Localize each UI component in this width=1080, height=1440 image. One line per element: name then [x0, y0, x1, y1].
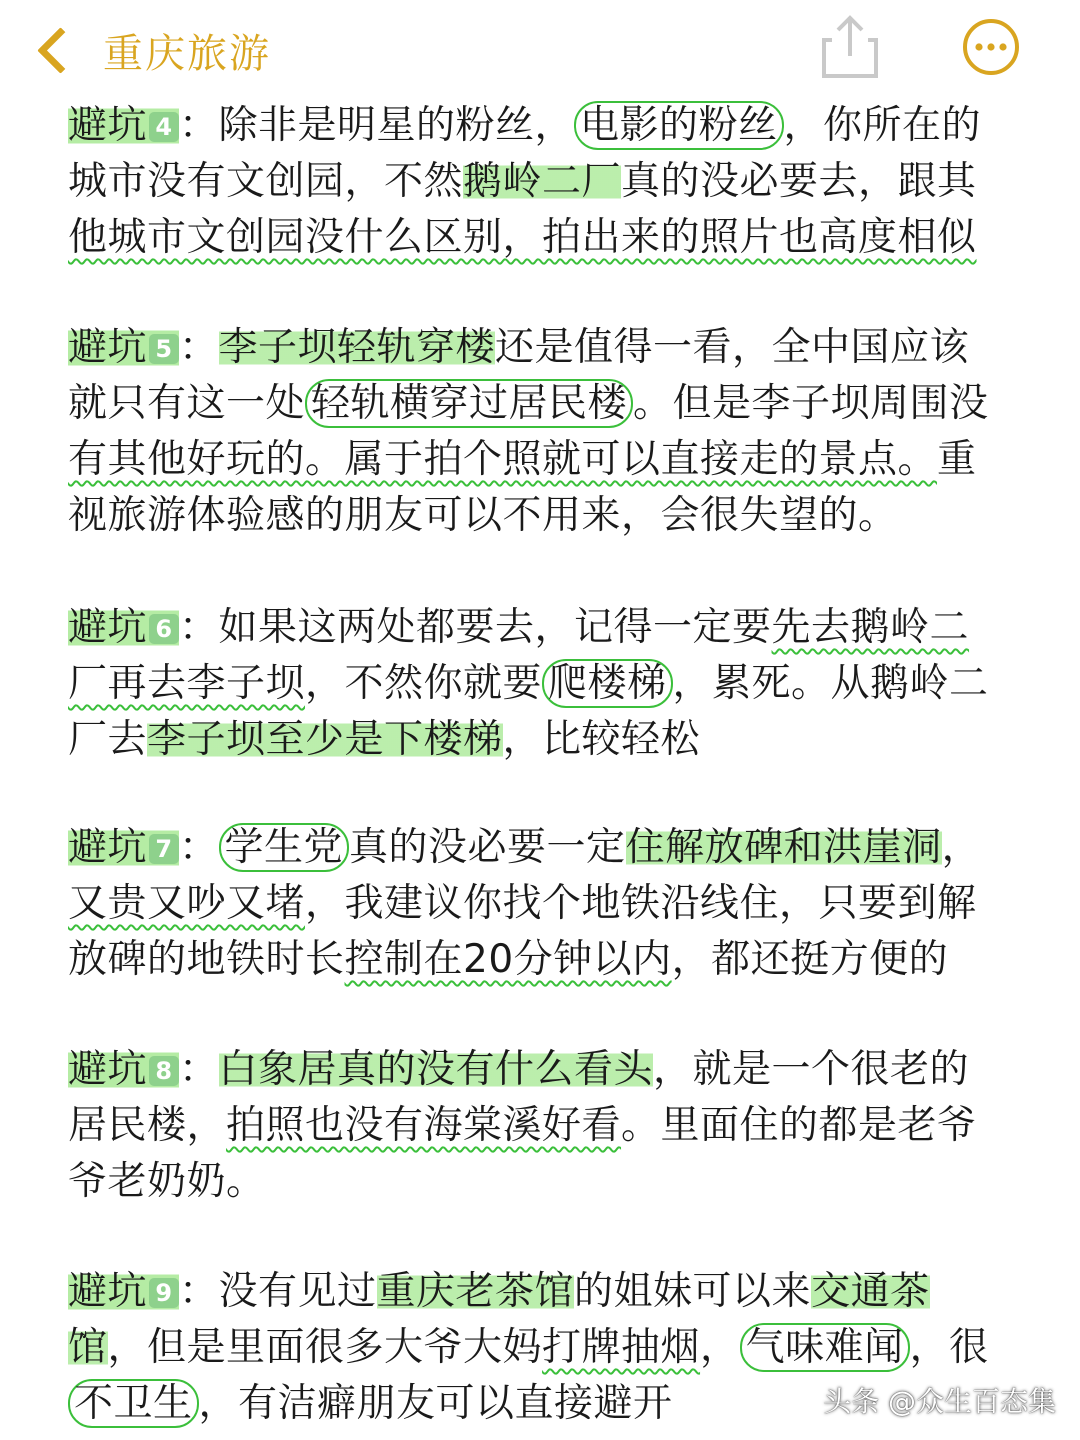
wavy-underline-text: 厂再去李子坝	[68, 661, 306, 706]
tip-line: 爷老奶奶。	[68, 1159, 266, 1204]
tip-tag: 避坑 6	[68, 605, 179, 650]
tip-tag: 避坑 5	[68, 325, 179, 370]
tip-paragraph-6	[68, 600, 1028, 768]
wavy-underline-text: 拍照也没有海棠溪好看	[226, 1103, 622, 1148]
number-badge-icon: 5	[149, 334, 179, 364]
tip-line: 视旅游体验感的朋友可以不用来，会很失望的。	[68, 493, 898, 538]
number-badge-icon: 4	[149, 112, 179, 142]
wavy-underline-text: 先去鹅岭二	[771, 605, 970, 650]
tip-tag: 避坑 7	[68, 825, 179, 870]
tip-line: 馆，但是里面很多大爷大妈打牌抽烟， 气味难闻 ，很	[68, 1325, 989, 1370]
circled-text: 轻轨横穿过居民楼	[305, 379, 633, 428]
highlight-text: 馆	[68, 1325, 108, 1370]
number-badge-icon: 8	[149, 1056, 179, 1086]
tip-tag: 避坑 4	[68, 103, 179, 148]
tip-line: 有其他好玩的。属于拍个照就可以直接走的景点。重	[68, 437, 977, 482]
tip-paragraph-8	[68, 1042, 1028, 1210]
tip-paragraph-7	[68, 820, 1028, 988]
highlight-text: 白象居真的没有什么看头	[218, 1047, 654, 1092]
number-badge-icon: 7	[149, 834, 179, 864]
chevron-left-icon	[37, 27, 84, 74]
tip-line: 放碑的地铁时长控制在20分钟以内，都还挺方便的	[68, 937, 949, 982]
tip-paragraph-5	[68, 320, 1028, 544]
tip-tag: 避坑 9	[68, 1269, 179, 1314]
wavy-underline-text: 又贵又吵又堵	[68, 881, 306, 926]
more-icon	[962, 18, 1020, 76]
tip-line: 厂去李子坝至少是下楼梯，比较轻松	[68, 717, 701, 762]
highlight-text: 住解放碑和洪崖洞	[625, 825, 942, 870]
tip-tag: 避坑 8	[68, 1047, 179, 1092]
back-label: 重庆旅游	[103, 30, 271, 77]
circled-text: 不卫生	[68, 1379, 199, 1428]
back-button[interactable]	[30, 18, 271, 82]
highlight-text: 李子坝轻轨穿楼	[218, 325, 496, 370]
highlight-text: 鹅岭二厂	[463, 159, 622, 204]
circled-text: 学生党	[219, 823, 350, 872]
circled-text: 电影的粉丝	[574, 101, 784, 150]
tip-line: 避坑 6 ：如果这两处都要去，记得一定要先去鹅岭二	[68, 605, 970, 650]
tip-line: 不卫生 ，有洁癖朋友可以直接避开	[68, 1376, 1028, 1432]
wavy-underline-text: 他城市文创园没什么区别，拍出来的照片也高度相似	[68, 215, 977, 260]
number-badge-icon: 9	[149, 1278, 179, 1308]
tip-line	[68, 210, 1028, 266]
tip-line: 避坑 8 ：白象居真的没有什么看头，就是一个很老的	[68, 1047, 970, 1092]
tip-paragraph-4	[68, 98, 1028, 266]
wavy-underline-text: 打牌抽烟	[542, 1325, 701, 1370]
wavy-underline-text: 有其他好玩的。属于拍个照就可以直接走的景点。	[68, 437, 938, 482]
tip-line: 避坑 9 ：没有见过重庆老茶馆的姐妹可以来交通茶	[68, 1269, 930, 1314]
navigation-bar	[0, 0, 1080, 100]
tip-line: 又贵又吵又堵，我建议你找个地铁沿线住，只要到解	[68, 881, 977, 926]
circled-text: 爬楼梯	[542, 659, 673, 708]
tip-line: 避坑 7 ： 学生党 真的没必要一定住解放碑和洪崖洞，	[68, 825, 982, 870]
tip-line: 居民楼，拍照也没有海棠溪好看。里面住的都是老爷	[68, 1103, 977, 1148]
highlight-text: 交通茶	[811, 1269, 930, 1314]
wavy-underline-text: 控制在20分钟以内	[344, 937, 672, 982]
tip-line: 避坑 4 ：除非是明星的粉丝， 电影的粉丝 ，你所在的	[68, 103, 982, 148]
share-button[interactable]	[818, 12, 882, 82]
watermark: 头条 @众生百态集	[823, 1385, 1056, 1418]
number-badge-icon: 6	[149, 614, 179, 644]
more-button[interactable]	[962, 18, 1020, 76]
highlight-text: 李子坝至少是下楼梯	[147, 717, 503, 762]
share-icon	[818, 12, 882, 82]
tip-line: 城市没有文创园，不然鹅岭二厂真的没必要去，跟其	[68, 159, 977, 204]
circled-text: 气味难闻	[740, 1323, 910, 1372]
tip-line: 就只有这一处 轻轨横穿过居民楼 。但是李子坝周围没	[68, 381, 989, 426]
tip-line: 厂再去李子坝，不然你就要 爬楼梯 ，累死。从鹅岭二	[68, 661, 989, 706]
tip-line: 避坑 5 ：李子坝轻轨穿楼还是值得一看，全中国应该	[68, 325, 970, 370]
highlight-text: 重庆老茶馆	[376, 1269, 575, 1314]
